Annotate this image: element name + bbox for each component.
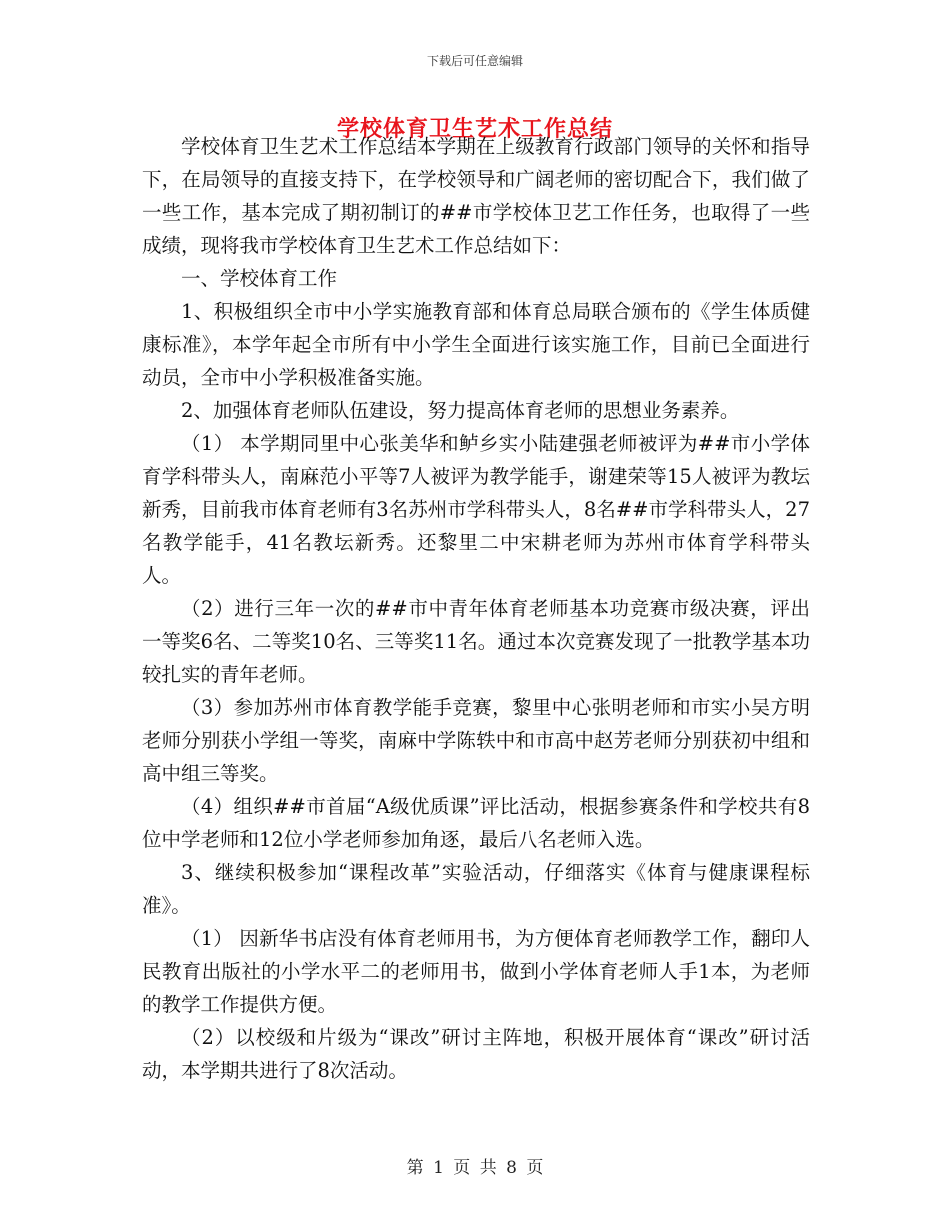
page-header: 下载后可任意编辑	[426, 54, 523, 68]
paragraph-subitem-2-2: （2）进行三年一次的##市中青年体育老师基本功竞赛市级决赛，评出一等奖6名、二等奖10名、三等奖11名。通过本次竞赛发现了一批教学基本功较扎实的青年老师。	[142, 597, 810, 686]
paragraph-subitem-2-4: （4）组织##市首届“A级优质课”评比活动，根据参赛条件和学校共有8位中学老师和12位小学老师参加角逐，最后八名老师入选。	[142, 795, 810, 851]
page-number: 第 1 页 共 8 页	[406, 1158, 544, 1178]
paragraph-item-2: 2、加强体育老师队伍建设，努力提高体育老师的思想业务素养。	[181, 399, 740, 422]
section-heading-sports: 一、学校体育工作	[181, 267, 338, 290]
paragraph-subitem-3-1: （1） 因新华书店没有体育老师用书，为方便体育老师教学工作，翻印人民教育出版社的小学水平二的老师用书，做到小学体育老师人手1本，为老师的教学工作提供方便。	[142, 927, 810, 1016]
document-body	[142, 130, 810, 1087]
paragraph-subitem-2-1: （1） 本学期同里中心张美华和鲈乡实小陆建强老师被评为##市小学体育学科带头人，南麻范小平等7人被评为教学能手，谢建荣等15人被评为教坛新秀，目前我市体育老师有3名苏州市学科带头人，8名##市学科带头人，27名教学能手，41名教坛新秀。还黎里二中宋耕老师为苏州市体育学科带头人。	[142, 432, 810, 587]
paragraph-subitem-2-3: （3）参加苏州市体育教学能手竞赛，黎里中心张明老师和市实小吴方明老师分别获小学组一等奖，南麻中学陈轶中和市高中赵芳老师分别获初中组和高中组三等奖。	[142, 696, 810, 785]
paragraph-intro: 学校体育卫生艺术工作总结本学期在上级教育行政部门领导的关怀和指导下，在局领导的直接支持下，在学校领导和广阔老师的密切配合下，我们做了一些工作，基本完成了期初制订的##市学校体卫艺工作任务，也取得了一些成绩，现将我市学校体育卫生艺术工作总结如下：	[142, 135, 810, 257]
document-title: 学校体育卫生艺术工作总结	[336, 116, 613, 142]
paragraph-subitem-3-2: （2）以校级和片级为“课改”研讨主阵地，积极开展体育“课改”研讨活动，本学期共进行了8次活动。	[142, 1026, 810, 1082]
paragraph-item-1: 1、积极组织全市中小学实施教育部和体育总局联合颁布的《学生体质健康标准》，本学年起全市所有中小学生全面进行该实施工作，目前已全面进行动员，全市中小学积极准备实施。	[142, 300, 810, 389]
paragraph-item-3: 3、继续积极参加“课程改革”实验活动，仔细落实《体育与健康课程标准》。	[142, 861, 810, 917]
